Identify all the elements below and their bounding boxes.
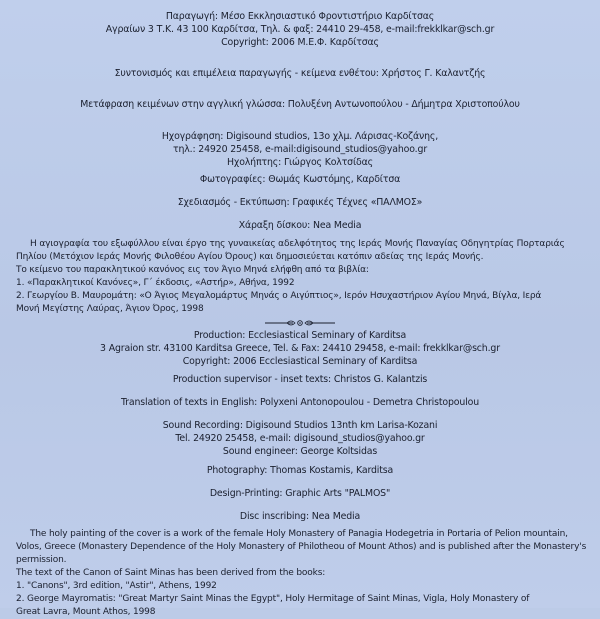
english-note-line: The holy painting of the cover is a work of the female Holy Monastery of Panagia Hodegetria in Portaria of Pelion mountain, [30,529,568,539]
greek-production-credits [14,10,586,49]
greek-translation [14,98,586,111]
greek-address-line: Αγραίων 3 Τ.Κ. 43 100 Καρδίτσα, Τηλ. & φαξ: 24410 29-458, e-mail:frekklkar@sch.gr [105,24,495,35]
english-production-credits [14,329,586,368]
english-note-line: The text of the Canon of Saint Minas has been derived from the books: [16,568,326,578]
greek-notes [16,238,586,316]
greek-translation-line: Μετάφραση κειμένων στην αγγλική γλώσσα: Πολυξένη Αντωνοπούλου - Δήμητρα Χριστοπούλου [80,99,520,110]
english-photography-line: Photography: Thomas Kostamis, Karditsa [206,465,394,476]
english-note-line: 2. George Mayromatis: "Great Martyr Saint Minas the Egypt", Holy Hermitage of Saint Minas, Vigla, Holy Monastery of [16,594,530,604]
ornament-divider [265,318,335,328]
english-note-line: Volos, Greece (Monastery Dependence of the Holy Monastery of Philotheou of Mount Athos) and is published after the Monastery's [16,542,587,552]
greek-recording-line: Ηχογράφηση: Digisound studios, 13ο χλμ. Λάρισας-Κοζάνης, [161,131,439,142]
greek-note-line: 1. «Παρακλητικοί Κανόνες», Γ΄ έκδοσις, «Αστήρ», Αθήνα, 1992 [16,278,295,288]
english-recording-credits [14,419,586,458]
greek-note-line: Μονή Μεγίστης Λαύρας, Άγιον Όρος, 1998 [16,304,204,314]
english-disc-line: Disc inscribing: Nea Media [239,511,361,522]
greek-copyright-line: Copyright: 2006 Μ.Ε.Φ. Καρδίτσας [221,37,379,48]
greek-production-line: Παραγωγή: Μέσο Εκκλησιαστικό Φροντιστήριο Καρδίτσας [165,11,435,22]
english-recording-contact: Tel. 24920 25458, e-mail: digisound_studios@yahoo.gr [175,433,425,444]
english-supervisor [14,373,586,386]
english-copyright-line: Copyright: 2006 Ecclesiastical Seminary of Karditsa [182,356,418,367]
english-sound-engineer: Sound engineer: George Koltsidas [222,446,378,457]
greek-note-line: Η αγιογραφία του εξωφύλλου είναι έργο της γυναικείας αδελφότητος της Ιεράς Μονής Παναγίας Οδηγητρίας Πορταριάς [30,239,565,249]
english-design [14,487,586,500]
english-translation-line: Translation of texts in English: Polyxeni Antonopoulou - Demetra Christopoulou [120,397,479,408]
greek-coordination [14,67,586,80]
greek-photography-line: Φωτογραφίες: Θωμάς Κωστόμης, Καρδίτσα [199,174,401,185]
greek-recording-contact: τηλ.: 24920 25458, e-mail:digisound_studios@yahoo.gr [172,144,428,155]
greek-design [14,196,586,209]
english-supervisor-line: Production supervisor - inset texts: Christos G. Kalantzis [172,374,428,385]
english-address-line: 3 Agraion str. 43100 Karditsa Greece, Tel. & Fax: 24410 29458, e-mail: frekklkar@sch.gr [100,343,500,354]
greek-design-line: Σχεδιασμός - Εκτύπωση: Γραφικές Τέχνες «ΠΑΛΜΟΣ» [177,197,423,208]
greek-coordination-line: Συντονισμός και επιμέλεια παραγωγής - κείμενα ενθέτου: Χρήστος Γ. Καλαντζής [114,68,486,79]
english-disc [14,510,586,523]
greek-recording-credits [14,130,586,169]
greek-note-line: Το κείμενο του παρακλητικού κανόνος εις τον Άγιο Μηνά ελήφθη από τα βιβλία: [16,265,369,275]
greek-disc [14,219,586,232]
greek-sound-engineer: Ηχολήπτης: Γιώργος Κολτσίδας [227,157,373,168]
greek-note-line: Πηλίου (Μετόχιον Ιεράς Μονής Φιλοθέου Αγίου Όρους) και δημοσιεύεται κατόπιν αδείας της Ιεράς Μονής. [16,252,484,262]
english-recording-line: Sound Recording: Digisound Studios 13nth km Larisa-Kozani [162,420,438,431]
greek-note-line: 2. Γεωργίου Β. Μαυρομάτη: «Ο Άγιος Μεγαλομάρτυς Μηνάς ο Αιγύπτιος», Ιερόν Ησυχαστήριον Αγίου Μηνά, Βίγλα, Ιερά [16,291,542,301]
english-translation [14,396,586,409]
english-production-line: Production: Ecclesiastical Seminary of Karditsa [193,330,407,341]
english-note-line: Great Lavra, Mount Athos, 1998 [16,607,156,617]
greek-disc-line: Χάραξη δίσκου: Nea Media [238,220,362,231]
english-notes [16,528,587,619]
english-design-line: Design-Printing: Graphic Arts "PALMOS" [209,488,391,499]
english-note-line: 1. "Canons", 3rd edition, "Astir", Athens, 1992 [16,581,217,591]
english-photography [14,464,586,477]
greek-photography [14,173,586,186]
english-note-line: permission. [16,555,67,565]
